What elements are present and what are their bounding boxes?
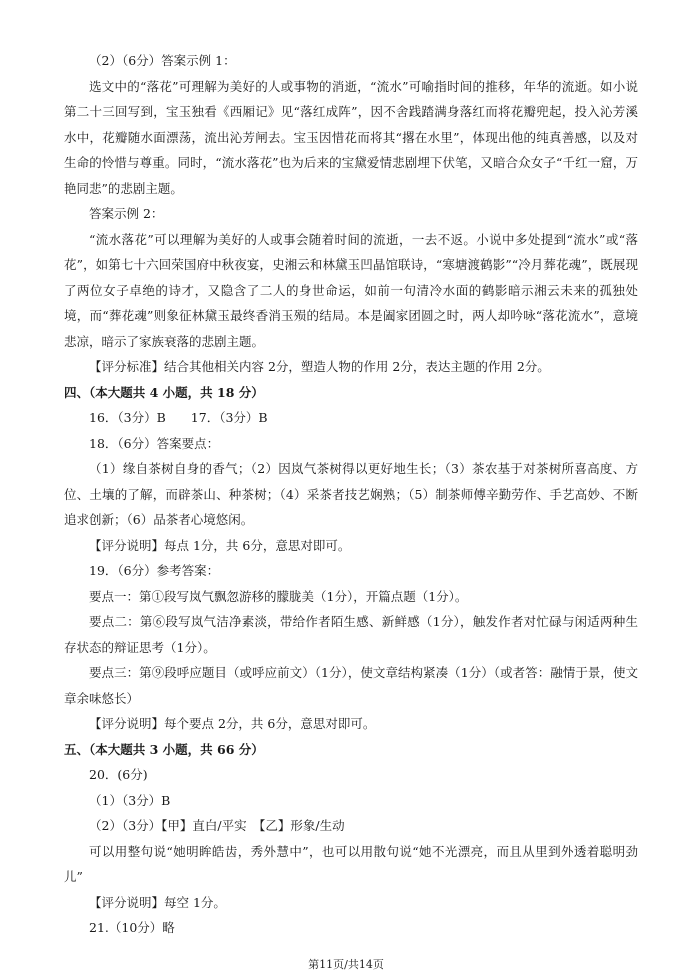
scoring-standard: 【评分标准】结合其他相关内容 2分，塑造人物的作用 2分，表达主题的作用 2分。 — [89, 359, 550, 374]
question-20-2: （2）（3分）【甲】直白/平实 【乙】形象/生动 — [89, 818, 345, 833]
question-19-point-1: 要点一：第①段写岚气飘忽游移的朦胧美（1分），开篇点题（1分）。 — [89, 588, 468, 604]
page-number: 第11页/共14页 — [308, 958, 384, 971]
section-five-heading: 五、（本大题共 3 小题，共 66 分） — [64, 741, 264, 757]
answer-example-2-paragraph: “流水落花”可以理解为美好的人或事会随着时间的流逝，一去不返。小说中多处提到“流水”或“落花”，如第七十六回荣国府中秋夜宴，史湘云和林黛玉凹晶馆联诗，“寒塘渡鹤影”“冷月葬花魂”，既展现了两位女子卓绝的诗才，又隐含了二人的身世命运，如前一句清冷水面的鹤影暗示湘云未来的孤独处境，而“葬花魂”则象征林黛玉最终香消玉殒的结局。本是阖家团圆之时，两人却吟咏“落花流水”，意境悲凉，暗示了家族衰落的悲剧主题。 — [64, 231, 638, 349]
question-19-point-2: 要点二：第⑥段写岚气洁净素淡，带给作者陌生感、新鲜感（1分），触发作者对忙碌与闲适两种生存状态的辩证思考（1分）。 — [64, 614, 638, 655]
question-20-scoring: 【评分说明】每空 1分。 — [89, 894, 226, 910]
question-20-heading: 20．(6分) — [89, 767, 148, 782]
question-20-2-example: 可以用整句说“她明眸皓齿，秀外慧中”，也可以用散句说“她不光漂亮，而且从里到外透着聪明劲儿” — [64, 843, 638, 884]
answers-16-17: 16．（3分）B 17．（3分）B — [89, 410, 268, 425]
question-18-points: （1）缘自茶树自身的香气；（2）因岚气茶树得以更好地生长；（3）茶农基于对茶树所喜高度、方位、土壤的了解，而辟茶山、种茶树；（4）采茶者技艺娴熟；（5）制茶师傅辛勤劳作、手艺高妙、不断追求创新；（6）品茶者心境悠闲。 — [64, 461, 638, 527]
answer-2-heading: （2）（6分）答案示例 1： — [89, 53, 236, 68]
answer-example-2-heading: 答案示例 2： — [89, 206, 164, 221]
question-19-scoring: 【评分说明】每个要点 2分，共 6分，意思对即可。 — [89, 716, 376, 731]
question-19-point-3: 要点三：第⑨段呼应题目（或呼应前文）（1分），使文章结构紧凑（1分）（或者答：融情于景，使文章余味悠长） — [64, 665, 638, 706]
question-21: 21.（10分）略 — [89, 920, 175, 935]
question-20-1: （1）（3分）B — [89, 792, 171, 808]
section-four-heading: 四、（本大题共 4 小题，共 18 分） — [64, 384, 264, 400]
answer-example-1-paragraph: 选文中的“落花”可理解为美好的人或事物的消逝，“流水”可喻指时间的推移，年华的流逝。如小说第二十三回写到，宝玉独看《西厢记》见“落红成阵”，因不舍践踏满身落红而将花瓣兜起，投入沁芳溪水中，花瓣随水面漂荡，流出沁芳闸去。宝玉因惜花而将其“撂在水里”，体现出他的纯真善感，以及对生命的怜惜与尊重。同时，“流水落花”也为后来的宝黛爱情悲剧埋下伏笔，又暗合众女子“千红一窟，万艳同悲”的悲剧主题。 — [64, 78, 638, 196]
answer-content — [64, 48, 638, 941]
question-18-scoring: 【评分说明】每点 1分，共 6分，意思对即可。 — [89, 537, 351, 553]
question-18-heading: 18．（6分）答案要点： — [89, 435, 220, 451]
question-19-heading: 19．（6分）参考答案： — [89, 563, 220, 578]
